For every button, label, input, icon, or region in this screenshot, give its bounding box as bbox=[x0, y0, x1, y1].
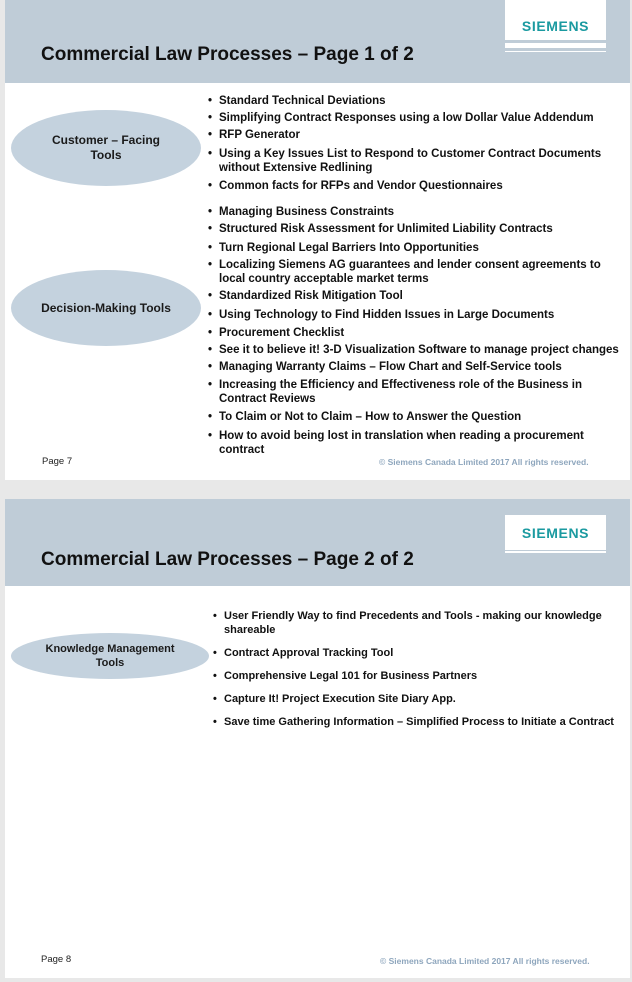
list-item: • RFP Generator bbox=[208, 128, 623, 142]
logo-underline bbox=[505, 542, 606, 547]
bullet-list-knowledge-management bbox=[213, 609, 618, 729]
list-item: • Structured Risk Assessment for Unlimited Liability Contracts bbox=[208, 222, 626, 236]
list-item: • Managing Business Constraints bbox=[208, 205, 626, 219]
logo-underline bbox=[505, 43, 606, 48]
logo-text: SIEMENS bbox=[521, 524, 590, 541]
list-item: • Contract Approval Tracking Tool bbox=[213, 646, 618, 660]
list-item: • Capture It! Project Execution Site Diary App. bbox=[213, 692, 618, 706]
slide-title: Commercial Law Processes – Page 2 of 2 bbox=[41, 549, 414, 570]
group-label: Decision-Making Tools bbox=[41, 300, 171, 315]
slide-title: Commercial Law Processes – Page 1 of 2 bbox=[41, 44, 414, 65]
list-item: • Using Technology to Find Hidden Issues in Large Documents bbox=[208, 308, 626, 322]
list-item: • Procurement Checklist bbox=[208, 326, 626, 340]
siemens-logo bbox=[505, 0, 606, 40]
list-item: • Standard Technical Deviations bbox=[208, 94, 623, 108]
list-item: • Simplifying Contract Responses using a low Dollar Value Addendum bbox=[208, 111, 623, 125]
bullet-list-decision-making bbox=[208, 205, 626, 457]
list-item: • Save time Gathering Information – Simplified Process to Initiate a Contract bbox=[213, 715, 618, 729]
slide-header bbox=[5, 0, 630, 83]
group-label: Knowledge Management Tools bbox=[45, 643, 175, 669]
page-number: Page 8 bbox=[41, 954, 72, 965]
group-ellipse-customer-facing bbox=[11, 110, 201, 186]
list-item: • Managing Warranty Claims – Flow Chart and Self-Service tools bbox=[208, 360, 626, 374]
list-item: • User Friendly Way to find Precedents and Tools - making our knowledge shareable bbox=[213, 609, 618, 637]
list-item: • Increasing the Efficiency and Effectiveness role of the Business in Contract Reviews bbox=[208, 378, 626, 406]
group-ellipse-decision-making bbox=[11, 270, 201, 346]
list-item: • See it to believe it! 3-D Visualization Software to manage project changes bbox=[208, 343, 626, 357]
list-item: • Turn Regional Legal Barriers Into Opportunities bbox=[208, 241, 626, 255]
copyright-notice: © Siemens Canada Limited 2017 All rights reserved. bbox=[380, 956, 590, 966]
group-label: Customer – Facing Tools bbox=[51, 133, 161, 162]
slide-page-7 bbox=[5, 0, 630, 480]
logo-underline-thin bbox=[505, 551, 606, 553]
list-item: • Using a Key Issues List to Respond to Customer Contract Documents without Extensive Redlining bbox=[208, 147, 623, 175]
list-item: • Comprehensive Legal 101 for Business Partners bbox=[213, 669, 618, 683]
list-item: • How to avoid being lost in translation when reading a procurement contract bbox=[208, 429, 626, 457]
logo-underline-thin bbox=[505, 51, 606, 52]
group-ellipse-knowledge-management bbox=[11, 633, 209, 679]
bullet-list-customer-facing bbox=[208, 94, 623, 193]
list-item: • Localizing Siemens AG guarantees and lender consent agreements to local country acceptable market terms bbox=[208, 258, 626, 286]
list-item: • Standardized Risk Mitigation Tool bbox=[208, 289, 626, 303]
slide-header bbox=[5, 499, 630, 586]
list-item: • To Claim or Not to Claim – How to Answer the Question bbox=[208, 410, 626, 424]
logo-text: SIEMENS bbox=[521, 17, 590, 34]
page-number: Page 7 bbox=[42, 456, 73, 467]
copyright-notice: © Siemens Canada Limited 2017 All rights reserved. bbox=[379, 457, 589, 467]
slide-page-8 bbox=[5, 499, 630, 978]
list-item: • Common facts for RFPs and Vendor Questionnaires bbox=[208, 179, 623, 193]
